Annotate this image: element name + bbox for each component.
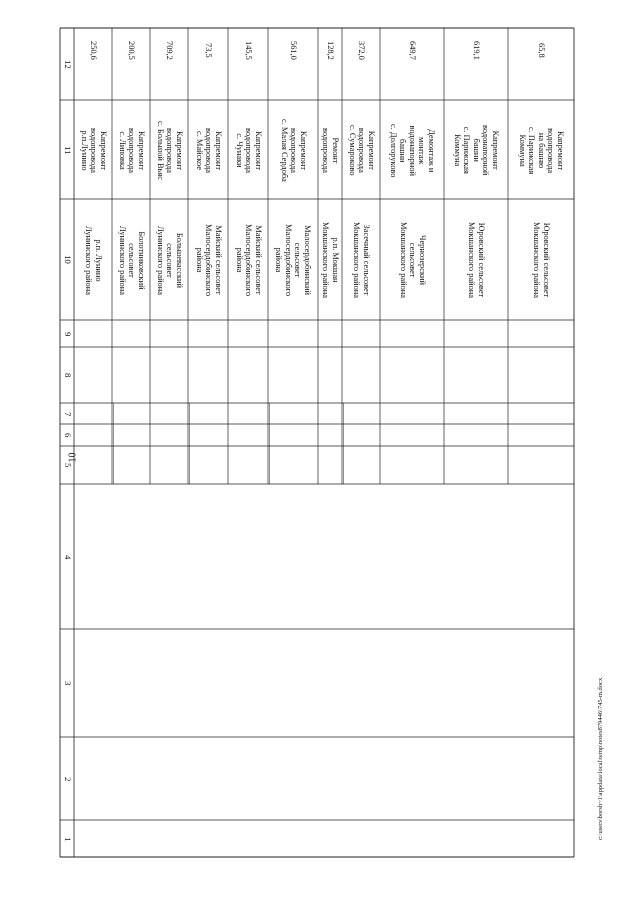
row-2-amount-text: 200,5 [127,40,136,60]
row-9-work-text: Демонтаж и монтаж водонапорной башни с. Долгоруково [388,123,436,177]
column-number-7-text: 7 [63,411,73,416]
row-5-area-text: Майский сельсовет Малосердобинского района [234,224,263,297]
row-1-work-text: Капремонт водопровода р.п.Лунино [79,127,108,173]
column-number-5-text: 5 [63,463,73,468]
row-8-area-text: Засечный сельсовет Мокшанского района [351,222,371,298]
row-5-amount-text: 145,5 [244,40,253,60]
row-11-work-text: Капремонт водопровода на башню с. Парижская Коммуна [517,126,565,174]
column-number-4-text: 4 [63,554,73,559]
row-6-work-text: Капремонт водопровода с. Малая Сердоба [279,118,308,182]
row-9-area-text: Чернозерский сельсовет Мокшанского района [398,222,427,298]
row-5-work-text: Капремонт водопровода с. Чунаки [234,127,263,173]
row-10-work-text: Капремонт водонапорной башни с. Парижская Коммуна [452,125,500,176]
row-11-area-text: Юровский сельсовет Мокшанского района [531,222,551,298]
row-7-amount-text: 128,2 [326,40,335,60]
row-4-amount-text: 73,5 [204,42,213,58]
column-number-2-text: 2 [63,776,73,781]
row-10-area-text: Юровский сельсовет Мокшанского района [466,222,486,298]
row-7-area-text: р.п. Мокшан Мокшанского района [320,222,340,298]
row-6-area-text: Малосердобинский сельсовет Малосердобинского района [274,224,312,297]
row-7-work-text: Ремонт водопровода [320,127,340,173]
row-10-amount-text: 619,1 [472,40,481,60]
page-number: 10 [67,452,79,463]
row-4-area-text: Майский сельсовет Малосердобинского района [194,224,223,297]
column-number-9-text: 9 [63,331,73,336]
column-number-6-text: 6 [63,433,73,438]
row-4-work-text: Капремонт водопровода с. Майское [194,127,223,173]
row-3-work-text: Капремонт водопровода с. Большой Вьяс [155,120,184,180]
row-2-work-text: Капремонт водопровода с. Липовка [117,127,146,173]
column-number-3-text: 3 [63,681,73,686]
row-1-area-text: р.п. Лунино Лунинского района [83,225,103,295]
row-3-amount-text: 709,2 [165,40,174,60]
column-number-10-text: 10 [63,255,73,264]
row-1-amount-text: 250,6 [89,40,98,60]
row-3-area-text: Большевасский сельсовет Лунинского района [155,225,184,295]
row-2-area-text: Болотниковский сельсовет Лунинского района [117,225,146,295]
column-number-8-text: 8 [63,373,73,378]
row-8-work-text: Капремонт водопровода с. Сумароково [347,124,376,176]
row-11-amount-text: 65,8 [537,42,546,58]
column-number-1-text: 1 [63,836,73,841]
row-6-amount-text: 561,0 [289,40,298,60]
column-number-11-text: 11 [63,145,73,154]
file-path-text: c:\users\borsh~1\appdata\local\temp\notes879446\745-m.docx [597,677,604,840]
row-8-amount-text: 372,0 [357,40,366,60]
column-number-12-text: 12 [63,59,73,69]
row-9-amount-text: 649,7 [408,40,417,60]
